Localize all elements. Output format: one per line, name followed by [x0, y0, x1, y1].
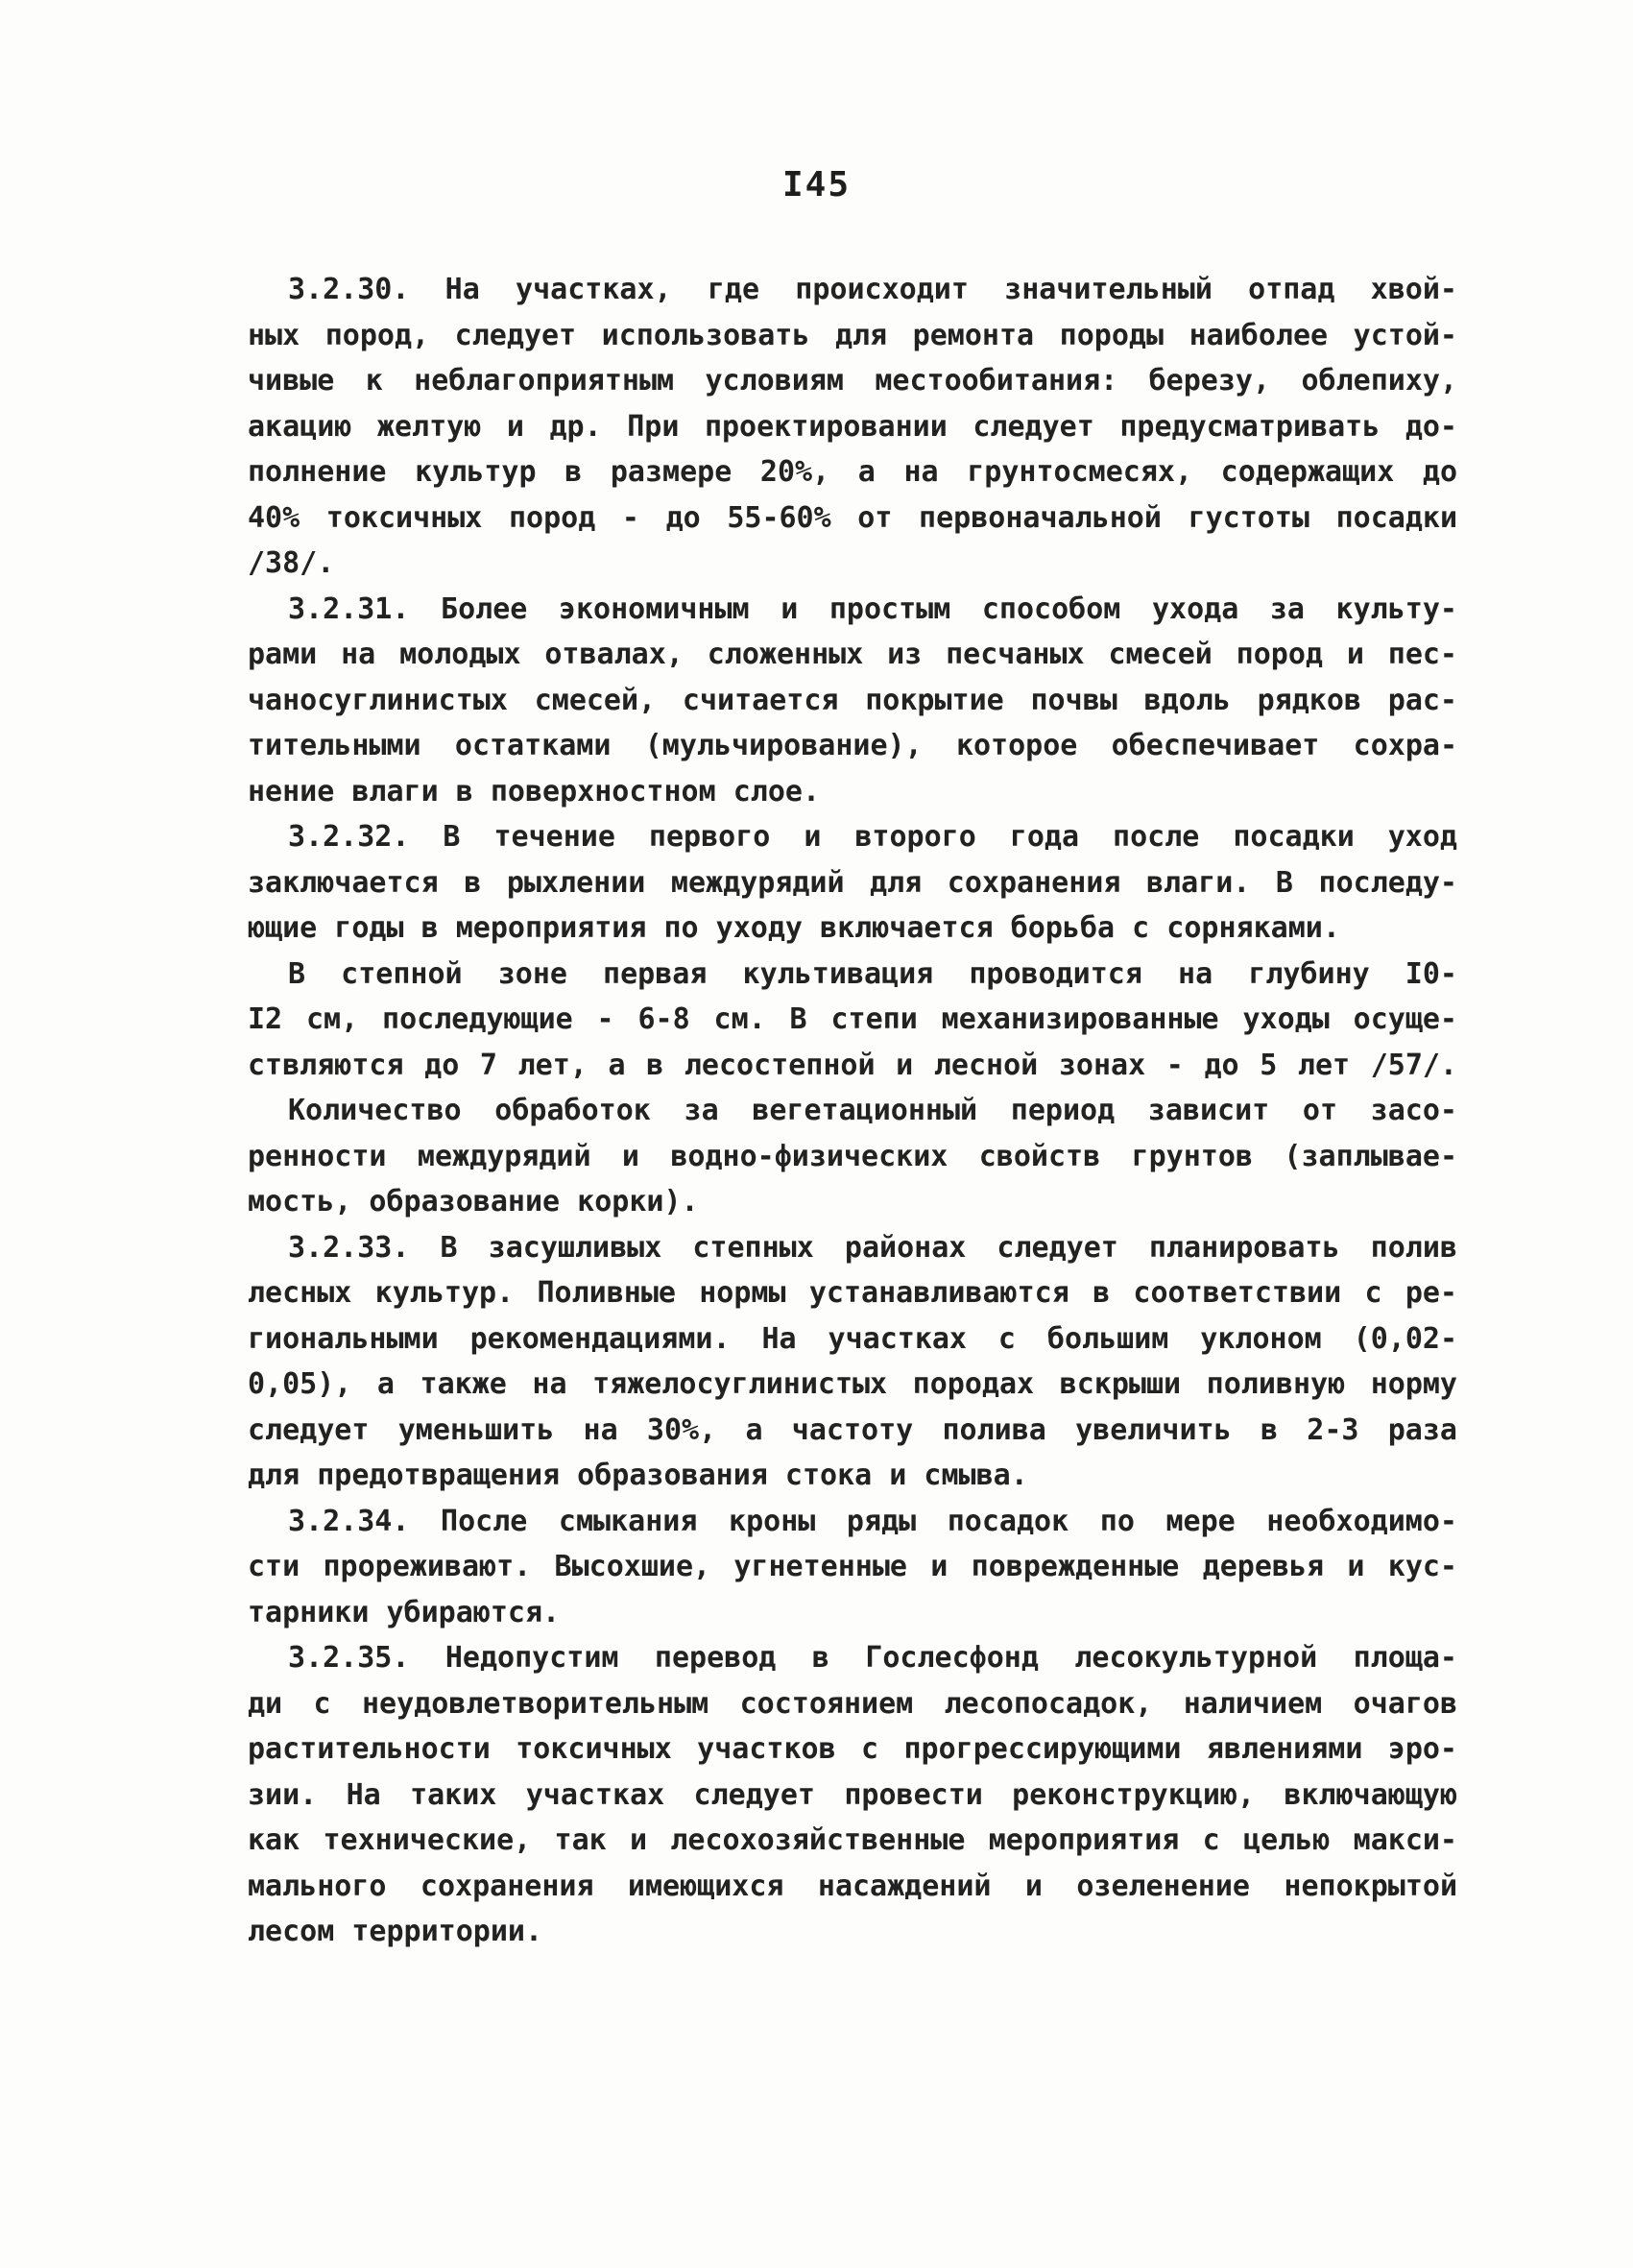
text-line: мального сохранения имеющихся насаждений и озеленение непокрытой	[248, 1869, 1457, 1903]
text-line: акацию желтую и др. При проектировании следует предусматривать до-	[248, 409, 1457, 444]
text-line: чаносуглинистых смесей, считается покрытие почвы вдоль рядков рас-	[248, 683, 1457, 717]
text-line: растительности токсичных участков с прогрессирующими явлениями эро-	[248, 1732, 1457, 1766]
text-line: тительными остатками (мульчирование), которое обеспечивает сохра-	[248, 729, 1457, 762]
text-line: гиональными рекомендациями. На участках с большим уклоном (0,02-	[248, 1321, 1457, 1356]
text-line: зии. На таких участках следует провести реконструкцию, включающую	[248, 1777, 1457, 1812]
text-line: заключается в рыхлении междурядий для сохранения влаги. В последу-	[248, 865, 1457, 900]
text-line: 3.2.34. После смыкания кроны ряды посадок по мере необходимо-	[288, 1504, 1457, 1538]
text-line: 3.2.35. Недопустим перевод в Гослесфонд лесокультурной площа-	[288, 1641, 1457, 1675]
text-line: лесом территории.	[248, 1915, 543, 1948]
text-line: ди с неудовлетворительным состоянием лесопосадок, наличием очагов	[248, 1686, 1457, 1721]
text-line: /38/.	[248, 546, 335, 580]
text-line: нение влаги в поверхностном слое.	[248, 774, 821, 808]
text-line: 3.2.32. В течение первого и второго года после посадки уход	[288, 820, 1457, 854]
text-line: рами на молодых отвалах, сложенных из песчаных смесей пород и пес-	[248, 638, 1457, 671]
text-line: 3.2.31. Более экономичным и простым способом ухода за культу-	[288, 591, 1457, 626]
text-line: ствляются до 7 лет, а в лесостепной и лесной зонах - до 5 лет /57/.	[248, 1048, 1457, 1082]
text-line: лесных культур. Поливные нормы устанавливаются в соответствии с ре-	[248, 1276, 1457, 1310]
text-line: тарники убираются.	[248, 1595, 561, 1629]
text-line: Количество обработок за вегетационный период зависит от засо-	[288, 1094, 1457, 1127]
text-line: полнение культур в размере 20%, а на грунтосмесях, содержащих до	[248, 455, 1457, 489]
text-line: 3.2.33. В засушливых степных районах следует планировать полив	[288, 1230, 1457, 1265]
text-line: ных пород, следует использовать для ремонта породы наиболее устой-	[248, 318, 1457, 352]
text-line: I2 см, последующие - 6-8 см. В степи механизированные уходы осуще-	[248, 1002, 1457, 1036]
body-text	[248, 267, 1457, 1955]
text-line: чивые к неблагоприятным условиям местообитания: березу, облепиху,	[248, 364, 1457, 398]
text-line: следует уменьшить на 30%, а частоту полива увеличить в 2-3 раза	[248, 1412, 1457, 1447]
text-line: мость, образование корки).	[248, 1185, 699, 1218]
text-line: 0,05), а также на тяжелосуглинистых породах вскрыши поливную норму	[248, 1367, 1457, 1401]
text-line: 3.2.30. На участках, где происходит значительный отпад хвой-	[288, 273, 1457, 306]
text-line: ющие годы в мероприятия по уходу включается борьба с сорняками.	[248, 911, 1340, 945]
text-line: для предотвращения образования стока и смыва.	[248, 1459, 1028, 1492]
text-line: 40% токсичных пород - до 55-60% от первоначальной густоты посадки	[248, 500, 1457, 535]
text-line: ренности междурядий и водно-физических свойств грунтов (заплывае-	[248, 1139, 1457, 1173]
page-number: I45	[781, 165, 852, 205]
text-line: В степной зоне первая культивация проводится на глубину I0-	[288, 956, 1457, 991]
text-line: сти прореживают. Высохшие, угнетенные и поврежденные деревья и кус-	[248, 1550, 1457, 1583]
text-line: как технические, так и лесохозяйственные мероприятия с целью макси-	[248, 1823, 1457, 1857]
